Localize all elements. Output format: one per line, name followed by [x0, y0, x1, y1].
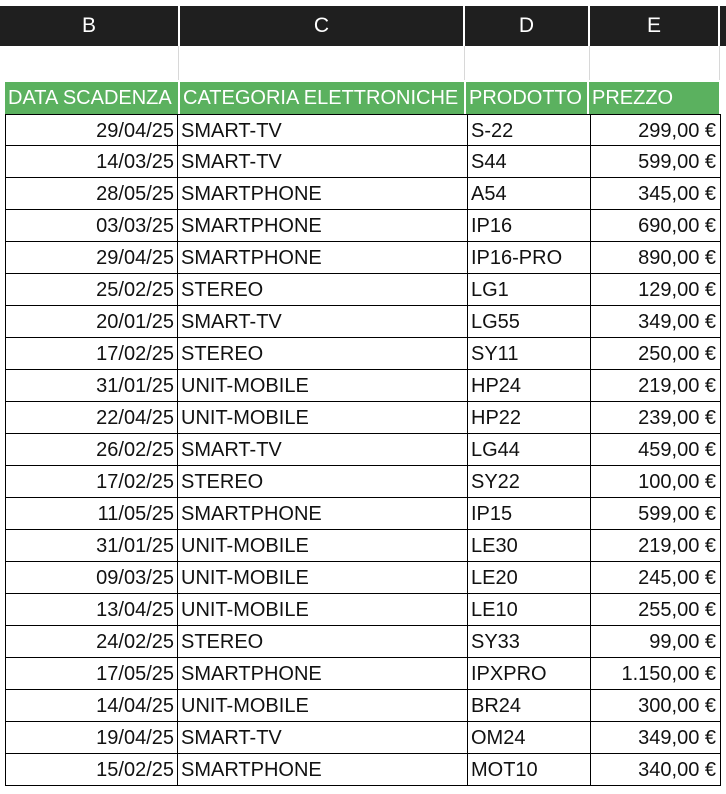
table-row [5, 594, 721, 626]
table-row [5, 178, 721, 210]
table-row [5, 274, 721, 306]
cell-price[interactable]: 1.150,00 € [591, 658, 721, 690]
cell-price[interactable]: 99,00 € [591, 626, 721, 658]
table-row [5, 530, 721, 562]
table-row [5, 146, 721, 178]
cell-category[interactable]: SMART-TV [178, 146, 468, 178]
cell-category[interactable]: STEREO [178, 626, 468, 658]
table-row [5, 754, 721, 786]
cell-date[interactable]: 25/02/25 [5, 274, 178, 306]
cell-product[interactable]: S44 [468, 146, 591, 178]
cell-price[interactable]: 349,00 € [591, 306, 721, 338]
cell-category[interactable]: SMART-TV [178, 434, 468, 466]
cell-date[interactable]: 17/02/25 [5, 338, 178, 370]
cell-category[interactable]: STEREO [178, 466, 468, 498]
cell-product[interactable]: LG1 [468, 274, 591, 306]
cell-price[interactable]: 100,00 € [591, 466, 721, 498]
cell-category[interactable]: SMARTPHONE [178, 754, 468, 786]
cell-category[interactable]: SMARTPHONE [178, 242, 468, 274]
cell-price[interactable]: 250,00 € [591, 338, 721, 370]
cell-category[interactable]: UNIT-MOBILE [178, 530, 468, 562]
cell-category[interactable]: SMART-TV [178, 722, 468, 754]
cell-product[interactable]: S-22 [468, 115, 591, 147]
header-categoria[interactable]: CATEGORIA ELETTRONICHE [180, 82, 466, 114]
cell-date[interactable]: 24/02/25 [5, 626, 178, 658]
cell-category[interactable]: UNIT-MOBILE [178, 594, 468, 626]
empty-row[interactable] [0, 46, 726, 80]
table-row [5, 626, 721, 658]
cell-date[interactable]: 22/04/25 [5, 402, 178, 434]
column-header-overflow [720, 6, 726, 46]
table-row [5, 306, 721, 338]
cell-price[interactable]: 219,00 € [591, 530, 721, 562]
cell-category[interactable]: UNIT-MOBILE [178, 690, 468, 722]
cell-category[interactable]: SMARTPHONE [178, 498, 468, 530]
table-row [5, 114, 721, 146]
cell-product[interactable]: LE20 [468, 562, 591, 594]
header-prezzo[interactable]: PREZZO [589, 82, 719, 114]
cell-category[interactable]: STEREO [178, 338, 468, 370]
cell-price[interactable]: 890,00 € [591, 242, 721, 274]
cell-product[interactable]: HP24 [468, 370, 591, 402]
cell-category[interactable]: SMARTPHONE [178, 178, 468, 210]
table-row [5, 690, 721, 722]
cell-price[interactable]: 345,00 € [591, 178, 721, 210]
cell-date[interactable]: 31/01/25 [5, 370, 178, 402]
cell-date[interactable]: 31/01/25 [5, 530, 178, 562]
cell-price[interactable]: 599,00 € [591, 146, 721, 178]
cell-category[interactable]: UNIT-MOBILE [178, 562, 468, 594]
cell-product[interactable]: IP16-PRO [468, 242, 591, 274]
cell-price[interactable]: 340,00 € [591, 754, 721, 786]
column-header-e[interactable]: E [590, 6, 718, 46]
table-row [5, 338, 721, 370]
header-prodotto[interactable]: PRODOTTO [466, 82, 589, 114]
table-row [5, 658, 721, 690]
cell-date[interactable]: 29/04/25 [5, 242, 178, 274]
cell-product[interactable]: A54 [468, 178, 591, 210]
cell-product[interactable]: IP15 [468, 498, 591, 530]
cell-category[interactable]: STEREO [178, 274, 468, 306]
table-row [5, 562, 721, 594]
cell-date[interactable]: 11/05/25 [5, 498, 178, 530]
cell-price[interactable]: 459,00 € [591, 434, 721, 466]
cell-product[interactable]: SY33 [468, 626, 591, 658]
header-data-scadenza[interactable]: DATA SCADENZA [5, 82, 180, 114]
cell-price[interactable]: 300,00 € [591, 690, 721, 722]
table-row [5, 434, 721, 466]
cell-category[interactable]: SMART-TV [178, 115, 468, 147]
cell-category[interactable]: SMART-TV [178, 306, 468, 338]
table-row [5, 466, 721, 498]
cell-price[interactable]: 129,00 € [591, 274, 721, 306]
table-row [5, 210, 721, 242]
cell-product[interactable]: SY11 [468, 338, 591, 370]
cell-price[interactable]: 239,00 € [591, 402, 721, 434]
cell-date[interactable]: 14/04/25 [5, 690, 178, 722]
cell-price[interactable]: 219,00 € [591, 370, 721, 402]
cell-price[interactable]: 255,00 € [591, 594, 721, 626]
cell-date[interactable]: 29/04/25 [5, 115, 178, 147]
cell-product[interactable]: IPXPRO [468, 658, 591, 690]
cell-date[interactable]: 15/02/25 [5, 754, 178, 786]
cell-product[interactable]: LG55 [468, 306, 591, 338]
cell-category[interactable]: SMARTPHONE [178, 210, 468, 242]
column-header-d[interactable]: D [465, 6, 588, 46]
cell-product[interactable]: IP16 [468, 210, 591, 242]
cell-date[interactable]: 09/03/25 [5, 562, 178, 594]
cell-date[interactable]: 17/05/25 [5, 658, 178, 690]
column-header-c[interactable]: C [180, 6, 463, 46]
cell-price[interactable]: 599,00 € [591, 498, 721, 530]
cell-price[interactable]: 299,00 € [591, 115, 721, 147]
cell-product[interactable]: LE10 [468, 594, 591, 626]
cell-product[interactable]: OM24 [468, 722, 591, 754]
cell-date[interactable]: 20/01/25 [5, 306, 178, 338]
table-row [5, 370, 721, 402]
table-row [5, 402, 721, 434]
cell-date[interactable]: 17/02/25 [5, 466, 178, 498]
cell-product[interactable]: BR24 [468, 690, 591, 722]
cell-date[interactable]: 03/03/25 [5, 210, 178, 242]
column-header-b[interactable]: B [0, 6, 178, 46]
cell-product[interactable]: LE30 [468, 530, 591, 562]
cell-product[interactable]: HP22 [468, 402, 591, 434]
cell-date[interactable]: 13/04/25 [5, 594, 178, 626]
cell-date[interactable]: 14/03/25 [5, 146, 178, 178]
cell-category[interactable]: UNIT-MOBILE [178, 402, 468, 434]
cell-category[interactable]: UNIT-MOBILE [178, 370, 468, 402]
cell-product[interactable]: SY22 [468, 466, 591, 498]
cell-date[interactable]: 19/04/25 [5, 722, 178, 754]
table-row [5, 722, 721, 754]
table-row [5, 242, 721, 274]
cell-price[interactable]: 245,00 € [591, 562, 721, 594]
cell-price[interactable]: 690,00 € [591, 210, 721, 242]
cell-product[interactable]: LG44 [468, 434, 591, 466]
cell-category[interactable]: SMARTPHONE [178, 658, 468, 690]
cell-date[interactable]: 26/02/25 [5, 434, 178, 466]
cell-date[interactable]: 28/05/25 [5, 178, 178, 210]
cell-price[interactable]: 349,00 € [591, 722, 721, 754]
cell-product[interactable]: MOT10 [468, 754, 591, 786]
table-row [5, 498, 721, 530]
